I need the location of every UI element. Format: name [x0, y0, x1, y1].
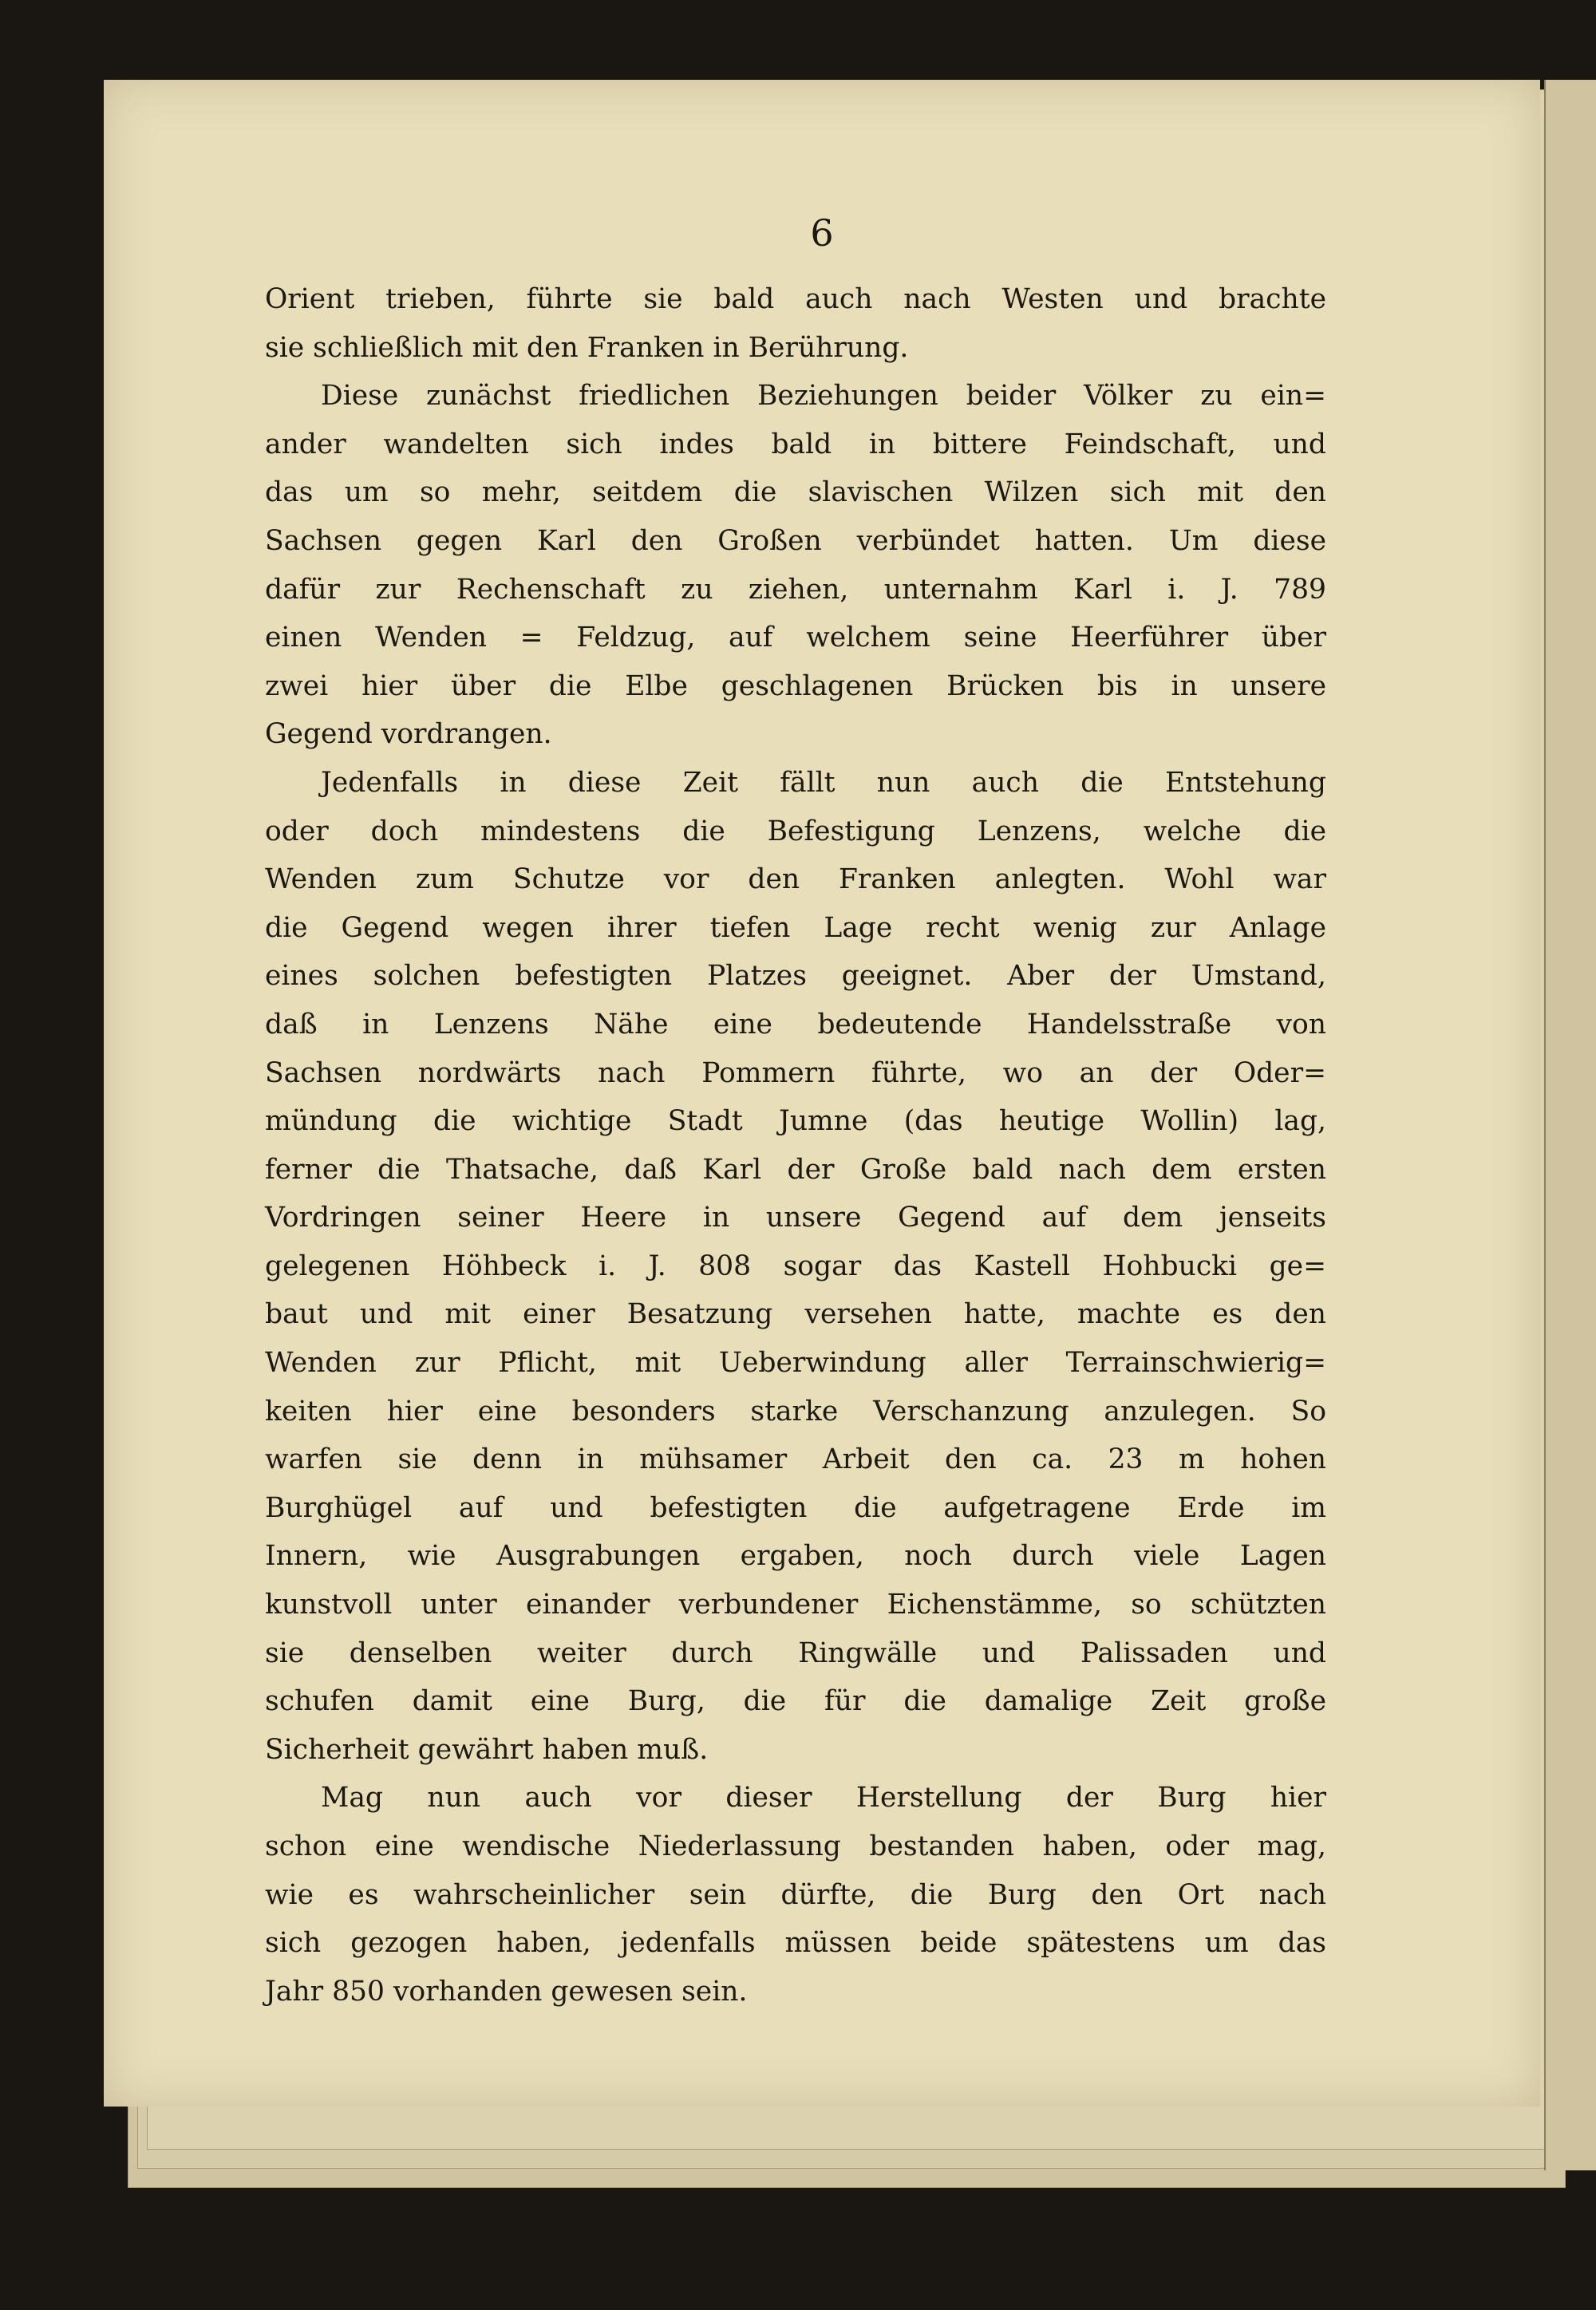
text-line: baut und mit einer Besatzung versehen hatte, machte es den — [265, 1298, 1326, 1331]
text-line: ferner die Thatsache, daß Karl der Große bald nach dem ersten — [265, 1153, 1326, 1186]
text-line: sie denselben weiter durch Ringwälle und Palissaden und — [265, 1637, 1326, 1669]
body-text — [265, 275, 1326, 2016]
text-line: Diese zunächst friedlichen Beziehungen beider Völker zu ein= — [321, 380, 1326, 413]
text-line: Sachsen gegen Karl den Großen verbündet hatten. Um diese — [265, 524, 1326, 557]
text-line: kunstvoll unter einander verbundener Eichenstämme, so schützten — [265, 1589, 1326, 1621]
text-line: gelegenen Höhbeck i. J. 808 sogar das Kastell Hohbucki ge= — [265, 1250, 1326, 1282]
text-line: schon eine wendische Niederlassung bestanden haben, oder mag, — [265, 1830, 1326, 1862]
text-line: Gegend vordrangen. — [265, 718, 552, 751]
page-number: 6 — [810, 211, 834, 255]
text-line: mündung die wichtige Stadt Jumne (das heutige Wollin) lag, — [265, 1105, 1326, 1138]
text-line: wie es wahrscheinlicher sein dürfte, die Burg den Ort nach — [265, 1878, 1326, 1911]
text-line: Mag nun auch vor dieser Herstellung der Burg hier — [321, 1782, 1326, 1814]
text-line: Wenden zum Schutze vor den Franken anlegten. Wohl war — [265, 863, 1326, 896]
text-line: Burghügel auf und befestigten die aufgetragene Erde im — [265, 1491, 1326, 1524]
text-line: sich gezogen haben, jedenfalls müssen beide spätestens um das — [265, 1927, 1326, 1960]
text-line: Jahr 850 vorhanden gewesen sein. — [265, 1975, 748, 2008]
text-line: eines solchen befestigten Platzes geeignet. Aber der Umstand, — [265, 960, 1326, 993]
text-line: Orient trieben, führte sie bald auch nach Westen und brachte — [265, 283, 1326, 315]
text-line: ander wandelten sich indes bald in bittere Feindschaft, und — [265, 428, 1326, 460]
text-line: Jedenfalls in diese Zeit fällt nun auch die Entstehung — [321, 766, 1326, 799]
text-line: das um so mehr, seitdem die slavischen Wilzen sich mit den — [265, 476, 1326, 509]
text-line: oder doch mindestens die Befestigung Lenzens, welche die — [265, 815, 1326, 847]
text-line: sie schließlich mit den Franken in Berührung. — [265, 331, 909, 364]
text-line: zwei hier über die Elbe geschlagenen Brücken bis in unsere — [265, 669, 1326, 702]
text-line: Innern, wie Ausgrabungen ergaben, noch durch viele Lagen — [265, 1540, 1326, 1573]
text-line: dafür zur Rechenschaft zu ziehen, unternahm Karl i. J. 789 — [265, 573, 1326, 606]
text-line: Vordringen seiner Heere in unsere Gegend auf dem jenseits — [265, 1202, 1326, 1234]
text-line: daß in Lenzens Nähe eine bedeutende Handelsstraße von — [265, 1008, 1326, 1040]
text-line: keiten hier eine besonders starke Verschanzung anzulegen. So — [265, 1395, 1326, 1427]
text-line: schufen damit eine Burg, die für die damalige Zeit große — [265, 1685, 1326, 1718]
text-line: warfen sie denn in mühsamer Arbeit den ca. 23 m hohen — [265, 1443, 1326, 1476]
text-line: Wenden zur Pflicht, mit Ueberwindung aller Terrainschwierig= — [265, 1347, 1326, 1380]
facing-page-edge — [1544, 80, 1596, 2170]
text-line: die Gegend wegen ihrer tiefen Lage recht wenig zur Anlage — [265, 911, 1326, 944]
text-line: Sicherheit gewährt haben muß. — [265, 1733, 709, 1766]
text-line: einen Wenden = Feldzug, auf welchem seine Heerführer über — [265, 622, 1326, 654]
text-line: Sachsen nordwärts nach Pommern führte, wo an der Oder= — [265, 1056, 1326, 1089]
